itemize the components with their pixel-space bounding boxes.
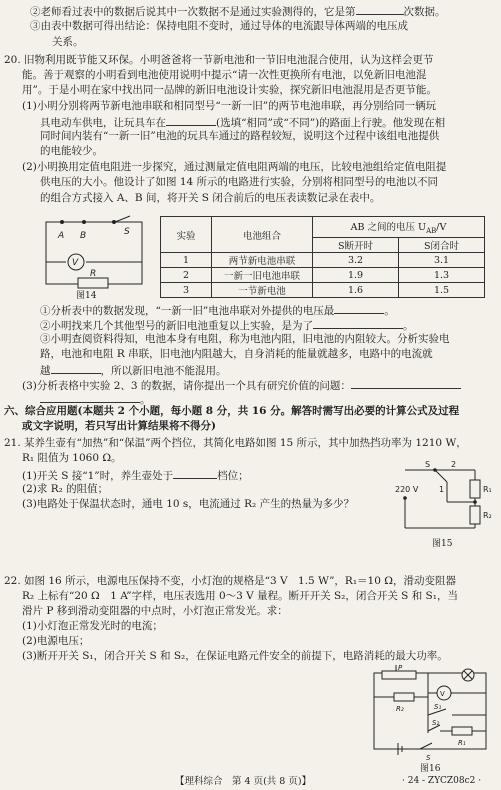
q21-line-2: R₁ 阻值为 1060 Ω。 <box>22 452 122 464</box>
figure-15-label: 图15 <box>432 539 453 549</box>
q22-line-6: (3)断开开关 S₁，闭合开关 S 和 S₂，在保证电路元件安全的前提下，电路消耗的最大功率。 <box>22 650 448 662</box>
figure-14-label: 图14 <box>76 291 97 301</box>
q20-line: 供电压的大小。他设计了如图 14 所示的电路进行实验，分别将相同型号的电池以不同 <box>40 176 439 188</box>
q20-line: 能。善于观察的小明看到电池使用说明中提示“请一次性更换所有电池，以免新旧电池混 <box>22 69 427 81</box>
q20-line: 用”。于是小明在家中找出同一品牌的新旧电池设计实验，探究新旧电池混用是否更节能。 <box>22 84 437 96</box>
fig16-v: V <box>440 690 445 698</box>
q22-line-3: 滑片 P 移到滑动变阻器的中点时，小灯泡正常发光。求： <box>22 605 288 617</box>
fig15-n1: 1 <box>439 485 445 494</box>
experiment-table <box>160 216 485 298</box>
fig15-voltage: 220 V <box>395 485 419 494</box>
table-header-voltage: AB 之间的电压 $U_{AB}/V$ <box>313 217 485 238</box>
q19-line-3: ③由表中数据可得出结论：保持电阻不变时，通过导体的电流跟导体两端的电压成 <box>30 20 408 32</box>
fig15-s: S <box>425 460 431 469</box>
q20-line: 的电能较少。 <box>40 145 103 157</box>
q20-after-1: ①分析表中的数据发现，“一新一旧”电池串联对外提供的电压最 。 <box>40 305 395 317</box>
section-6-heading: 六、综合应用题(本题共 2 个小题，每小题 8 分，共 16 分。解答时需写出必要的计算公式及过程 <box>4 405 460 417</box>
q20-line: 具电动车供电，让玩具车在 (选填“相同”或“不同”)的路面上行驶。他发现在相 <box>40 117 446 129</box>
page-code: · 24 - ZYCZ08c2 · <box>402 776 482 786</box>
q22-line-2: R₂ 上标有“20 Ω 1 A”字样，电压表选用 0～3 V 量程。断开开关 S₂，闭合开关 S 和 S₁，当 <box>22 590 458 602</box>
fig14-label-a: A <box>58 231 65 241</box>
page-footer: 【理科综合 第 4 页(共 8 页)】 <box>175 776 312 787</box>
table-row: 3 一节新电池 1.6 1.5 <box>161 283 485 298</box>
figure-15-circuit <box>395 458 495 536</box>
q19-line-2: ②老师看过表中的数据后说其中一次数据不是通过实验测得的，它是第 次数据。 <box>30 6 446 18</box>
fig14-label-r: R <box>90 269 97 279</box>
q19-line-3b: 关系。 <box>52 36 84 48</box>
fig16-s1: S₁ <box>434 703 442 711</box>
table-header-exp: 实验 <box>161 217 212 253</box>
fig15-r1: R₁ <box>483 485 492 494</box>
fig16-s2: S₂ <box>432 719 440 727</box>
fig16-r2: R₂ <box>396 705 404 713</box>
q20-after-2: ②小明找来几个其他型号的新旧电池重复以上实验，是为了 。 <box>40 320 414 332</box>
q20-line: 的组合方式接入 A、B 间，将开关 S 闭合前后的电压表读数记录在表中。 <box>40 192 381 204</box>
q21-line-4: (2)求 R₂ 的阻值； <box>22 483 109 495</box>
q21-line-3: (1)开关 S 接“1”时，养生壶处于 档位； <box>22 470 249 482</box>
table-header-closed: S闭合时 <box>399 238 485 253</box>
table-header-open: S断开时 <box>313 238 399 253</box>
q20-after-5: 越 ，所以新旧电池不能混用。 <box>40 365 227 377</box>
figure-16-circuit <box>368 663 494 763</box>
q20-line: 同时间内装有“一新一旧”电池的玩具车通过的路程较短，说明这个过程中该组电池提供 <box>40 130 440 142</box>
table-row: 2 一新一旧电池串联 1.9 1.3 <box>161 268 485 283</box>
q20-line: (1)小明分别将两节新电池串联和相同型号“一新一旧”的两节电池串联，再分别给同一辆玩 <box>22 100 437 112</box>
q20-line: 20. 旧物利用既节能又环保。小明爸爸将一节新电池和一节旧电池混合使用，认为这样会更节 <box>4 54 434 66</box>
q20-after-6: (3)分析表格中实验 2、3 的数据，请你提出一个具有研究价值的问题： <box>22 378 461 393</box>
q22-line-1: 22. 如图 16 所示，电源电压保持不变，小灯泡的规格是“3 V 1.5 W”，R₁＝10 Ω，滑动变阻器 <box>4 575 456 587</box>
q21-line-1: 21. 某养生壶有“加热”和“保温”两个挡位，其简化电路如图 15 所示，其中加热挡功率为 1210 W， <box>4 437 467 449</box>
fig16-r1: R₁ <box>458 739 466 747</box>
fig14-label-v: V <box>72 258 79 268</box>
fig16-p: P <box>398 664 403 672</box>
q20-after-3: ③小明查阅资料得知，电池本身有电阻，称为电池内阻，旧电池的内阻较大。分析实验电 <box>40 333 450 345</box>
q22-line-4: (1)小灯泡正常发光时的电流； <box>22 620 163 632</box>
q22-line-5: (2)电源电压； <box>22 635 90 647</box>
table-header-combo: 电池组合 <box>212 217 313 253</box>
section-6-heading-2: 或文字说明，若只写出计算结果将不得分) <box>22 420 216 432</box>
fig14-label-s: S <box>124 227 130 237</box>
fig15-n2: 2 <box>451 460 457 469</box>
q21-line-5: (3)电路处于保温状态时，通电 10 s，电流通过 R₂ 产生的热量为多少？ <box>22 498 355 510</box>
fig16-s: S <box>426 754 431 762</box>
table-row: 1 两节新电池串联 3.2 3.1 <box>161 253 485 268</box>
figure-16-label: 图16 <box>420 764 441 774</box>
fig15-r2: R₂ <box>483 511 492 520</box>
q20-after-4: 路，电池和电阻 R 串联，旧电池内阻越大，自身消耗的能量就越多，电路中的电流就 <box>40 348 433 360</box>
q20-answer-line: 。 <box>40 392 151 407</box>
q20-line: (2)小明换用定值电阻进一步探究，通过测量定值电阻两端的电压，比较电池组给定值电阻提 <box>22 161 447 173</box>
fig14-label-b: B <box>80 231 87 241</box>
